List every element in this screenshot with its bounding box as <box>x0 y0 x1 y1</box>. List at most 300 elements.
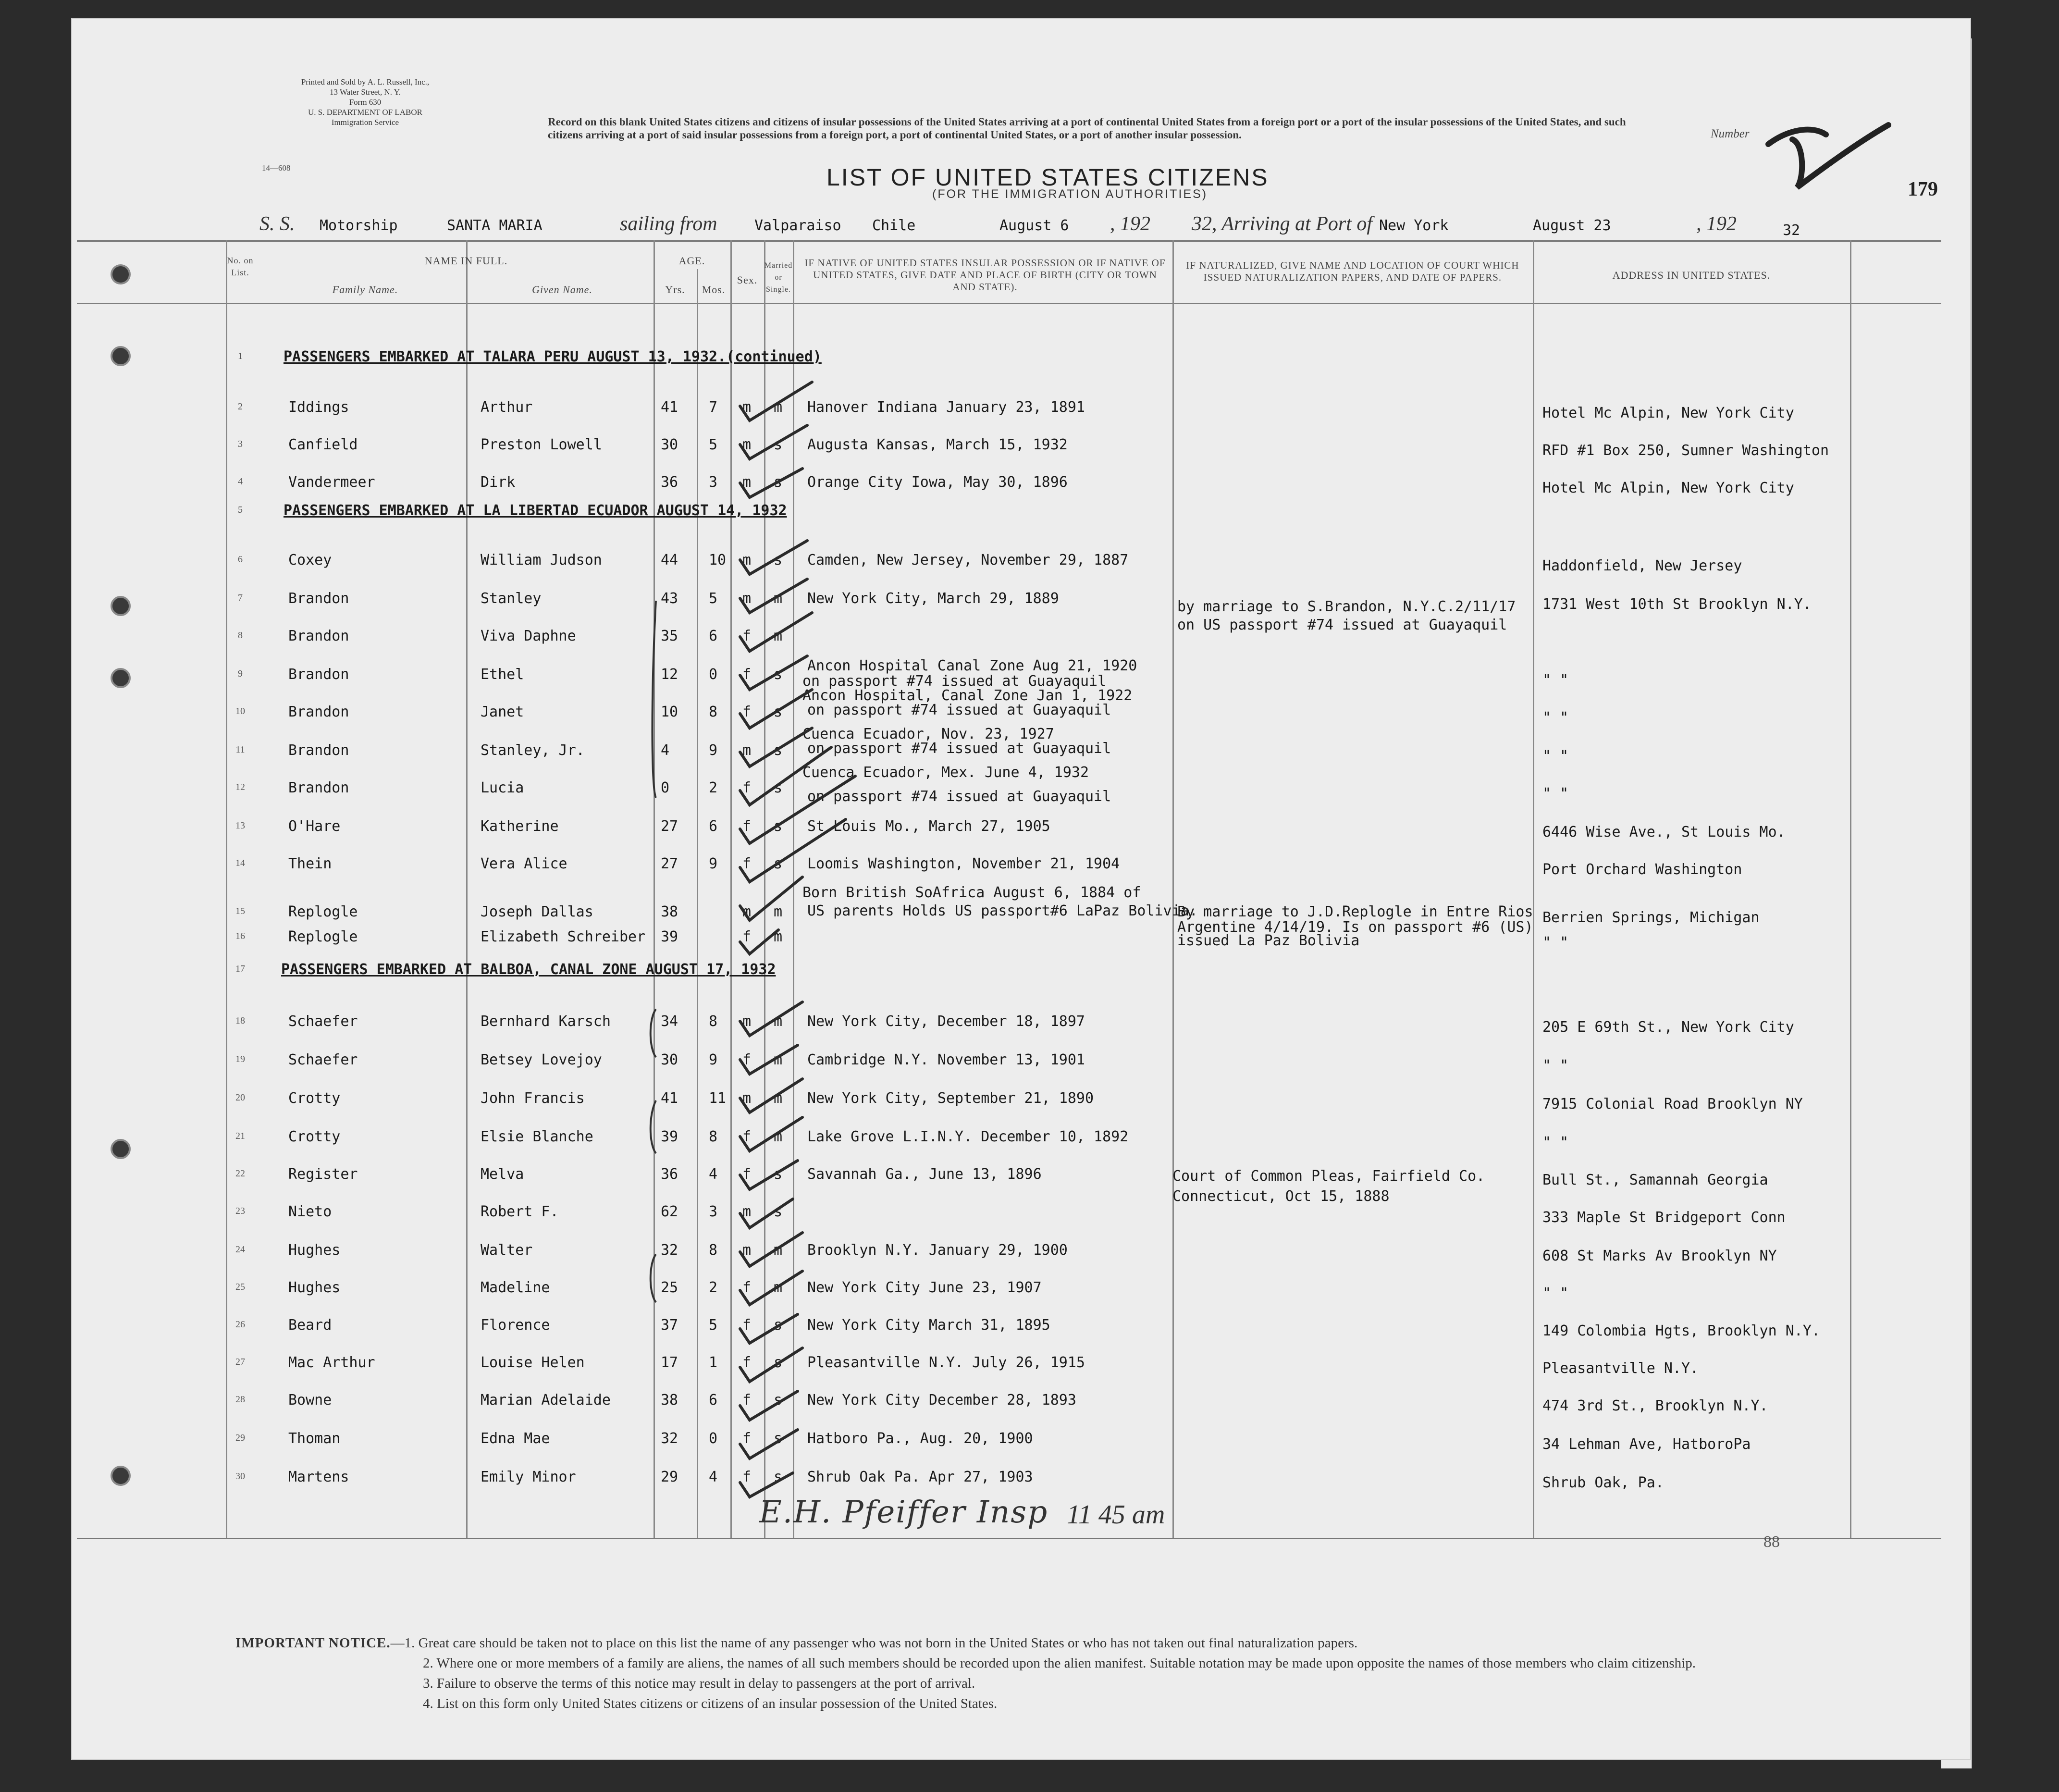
col-line <box>1850 240 1851 1538</box>
vessel-type: Motorship <box>320 217 398 234</box>
page-number: 179 <box>1908 178 1938 200</box>
line-number: 4 <box>238 476 243 487</box>
cell-mos: 6 <box>709 1392 718 1409</box>
col-header-sex: Sex. <box>737 274 758 286</box>
cell-given: Robert F. <box>481 1203 559 1220</box>
cell-address: 6446 Wise Ave., St Louis Mo. <box>1542 824 1786 840</box>
cell-ms: s <box>774 1392 783 1409</box>
line-number: 10 <box>235 706 245 717</box>
cell-yrs: 35 <box>661 628 678 644</box>
cell-ms: m <box>774 928 783 945</box>
cell-yrs: 44 <box>661 552 678 568</box>
cell-address: 149 Colombia Hgts, Brooklyn N.Y. <box>1542 1322 1820 1339</box>
cell-mos: 0 <box>709 666 718 683</box>
cell-ms: s <box>774 666 783 683</box>
line-number: 16 <box>235 931 245 941</box>
cell-sex: f <box>742 1317 752 1334</box>
cell-given: Elizabeth Schreiber <box>481 928 646 945</box>
cell-ms: s <box>774 818 783 835</box>
cell-ms: m <box>774 1090 783 1107</box>
cell-family: Replogle <box>288 903 358 920</box>
section-heading-talara: PASSENGERS EMBARKED AT TALARA PERU AUGUST 13, 1932.(continued) <box>284 348 822 365</box>
cell-given: Walter <box>481 1242 533 1259</box>
cell-given: Joseph Dallas <box>481 903 593 920</box>
cell-family: Replogle <box>288 928 358 945</box>
cell-ms: m <box>774 399 783 416</box>
cell-sex: m <box>742 1013 752 1030</box>
cell-mos: 9 <box>709 855 718 872</box>
cell-family: Register <box>288 1166 358 1183</box>
cell-given: Janet <box>481 704 524 720</box>
cell-yrs: 38 <box>661 1392 678 1409</box>
cell-ms: m <box>774 903 783 920</box>
line-number: 23 <box>235 1206 245 1216</box>
cell-address: " " <box>1542 748 1569 765</box>
printer-imprint <box>231 77 500 127</box>
line-number: 3 <box>238 439 243 449</box>
cell-sex: m <box>742 436 752 453</box>
form-code: 14—608 <box>262 163 291 173</box>
cell-yrs: 37 <box>661 1317 678 1334</box>
cell-address: Shrub Oak, Pa. <box>1542 1474 1664 1491</box>
cell-ms: s <box>774 742 783 759</box>
arriving-label: 32, Arriving at Port of <box>1192 213 1373 235</box>
cell-given: Emily Minor <box>481 1469 576 1485</box>
punch-hole <box>111 264 131 284</box>
punch-hole <box>111 596 131 616</box>
cell-family: Crotty <box>288 1090 341 1107</box>
cell-birth: Pleasantville N.Y. July 26, 1915 <box>807 1354 1085 1371</box>
cell-address: 474 3rd St., Brooklyn N.Y. <box>1542 1397 1768 1414</box>
birth-note-stanley-jr: Cuenca Ecuador, Nov. 23, 1927 <box>802 726 1054 742</box>
line-number: 6 <box>238 554 243 565</box>
line-number: 25 <box>235 1282 245 1292</box>
cell-birth: Augusta Kansas, March 15, 1932 <box>807 436 1068 453</box>
cell-address: Port Orchard Washington <box>1542 861 1742 878</box>
cell-sex: f <box>742 779 752 796</box>
punch-hole <box>111 668 131 688</box>
cell-mos: 8 <box>709 1013 718 1030</box>
punch-hole <box>111 346 131 366</box>
cell-birth: Savannah Ga., June 13, 1896 <box>807 1166 1042 1183</box>
cell-given: Ethel <box>481 666 524 683</box>
col-line <box>1172 240 1174 1538</box>
cell-ms: m <box>774 1279 783 1296</box>
line-number: 14 <box>235 858 245 868</box>
cell-mos: 8 <box>709 1242 718 1259</box>
section-heading-canal-zone: PASSENGERS EMBARKED AT BALBOA, CANAL ZONE AUGUST 17, 1932 <box>281 961 776 978</box>
year-2: 32 <box>1783 222 1800 239</box>
cell-given: Marian Adelaide <box>481 1392 611 1409</box>
cell-ms: s <box>774 1430 783 1447</box>
cell-ms: s <box>774 552 783 568</box>
cell-sex: f <box>742 928 752 945</box>
cell-address: " " <box>1542 934 1569 951</box>
cell-mos: 9 <box>709 1051 718 1068</box>
sail-date: August 6 <box>999 217 1069 234</box>
cell-mos: 1 <box>709 1354 718 1371</box>
cell-address: " " <box>1542 672 1569 689</box>
col-line <box>1533 240 1534 1538</box>
line-number: 19 <box>235 1054 245 1064</box>
naturalized-note: issued La Paz Bolivia <box>1177 932 1360 949</box>
cell-sex: f <box>742 1354 752 1371</box>
cell-birth: Ancon Hospital Canal Zone Aug 21, 1920 <box>807 657 1137 674</box>
cell-birth: New York City March 31, 1895 <box>807 1317 1050 1334</box>
cell-mos: 0 <box>709 1430 718 1447</box>
cell-family: Martens <box>288 1469 349 1485</box>
cell-mos: 8 <box>709 704 718 720</box>
cell-mos: 5 <box>709 436 718 453</box>
cell-family: Schaefer <box>288 1051 358 1068</box>
cell-ms: s <box>774 855 783 872</box>
cell-yrs: 10 <box>661 704 678 720</box>
cell-birth: New York City, December 18, 1897 <box>807 1013 1085 1030</box>
birth-note-ethel: on passport #74 issued at Guayaquil <box>802 673 1107 690</box>
cell-family: Iddings <box>288 399 349 416</box>
cell-birth: New York City June 23, 1907 <box>807 1279 1042 1296</box>
cell-sex: f <box>742 818 752 835</box>
cell-address: " " <box>1542 709 1569 726</box>
cell-ms: s <box>774 1317 783 1334</box>
cell-given: Vera Alice <box>481 855 567 872</box>
important-notice <box>235 1634 1773 1715</box>
cell-ms: m <box>774 1051 783 1068</box>
col-header-married: Married or Single. <box>764 261 793 294</box>
cell-yrs: 43 <box>661 590 678 607</box>
record-instructions: Record on this blank United States citizens and citizens of insular possessions of the United States arriving at a port of continental United States from a foreign port or a port of the insular possessions of the United States, and such citizens arriving at a port of said insular possessions from a foreign port, a port of continental United States, or a port of another insular possession. <box>548 116 1626 141</box>
notice-lead: IMPORTANT NOTICE. <box>235 1635 391 1651</box>
cell-mos: 4 <box>709 1469 718 1485</box>
cell-yrs: 0 <box>661 779 670 796</box>
check-marks <box>735 356 918 1533</box>
cell-given: Florence <box>481 1317 550 1334</box>
cell-yrs: 38 <box>661 903 678 920</box>
line-number: 5 <box>238 505 243 515</box>
cell-birth: on passport #74 issued at Guayaquil <box>807 740 1111 757</box>
cell-ms: m <box>774 628 783 644</box>
cell-birth: St Louis Mo., March 27, 1905 <box>807 818 1050 835</box>
cell-yrs: 12 <box>661 666 678 683</box>
cell-yrs: 30 <box>661 436 678 453</box>
page-title: LIST OF UNITED STATES CITIZENS <box>826 164 1269 191</box>
printer-line: Form 630 <box>349 98 382 107</box>
col-header-mos: Mos. <box>702 284 726 296</box>
line-number: 8 <box>238 630 243 641</box>
line-number: 7 <box>238 593 243 603</box>
cell-birth: Lake Grove L.I.N.Y. December 10, 1892 <box>807 1128 1129 1145</box>
cell-yrs: 41 <box>661 399 678 416</box>
cell-sex: m <box>742 590 752 607</box>
line-number: 9 <box>238 668 243 679</box>
cell-yrs: 4 <box>661 742 670 759</box>
line-number: 26 <box>235 1319 245 1330</box>
cell-family: Crotty <box>288 1128 341 1145</box>
cell-birth: on passport #74 issued at Guayaquil <box>807 702 1111 718</box>
cell-given: Viva Daphne <box>481 628 576 644</box>
cell-address: 608 St Marks Av Brooklyn NY <box>1542 1248 1777 1264</box>
from-country: Chile <box>872 217 916 234</box>
cell-family: Brandon <box>288 666 349 683</box>
cell-family: Hughes <box>288 1279 341 1296</box>
cell-mos: 4 <box>709 1166 718 1183</box>
handwritten-number <box>1759 115 1893 197</box>
cell-given: Katherine <box>481 818 559 835</box>
cell-sex: m <box>742 399 752 416</box>
cell-mos: 5 <box>709 1317 718 1334</box>
sailing-label: sailing from <box>620 213 717 235</box>
cell-address: 34 Lehman Ave, HatboroPa <box>1542 1436 1751 1453</box>
cell-birth: Loomis Washington, November 21, 1904 <box>807 855 1120 872</box>
cell-sex: f <box>742 855 752 872</box>
cell-family: Bowne <box>288 1392 332 1409</box>
cell-sex: m <box>742 903 752 920</box>
line-number: 18 <box>235 1015 245 1026</box>
cell-family: Brandon <box>288 590 349 607</box>
cell-family: Coxey <box>288 552 332 568</box>
cell-yrs: 17 <box>661 1354 678 1371</box>
notice-item: 3. Failure to observe the terms of this notice may result in delay to passengers at the port of arrival. <box>423 1676 975 1691</box>
cell-family: Hughes <box>288 1242 341 1259</box>
naturalized-note: Argentine 4/14/19. Is on passport #6 (US) <box>1177 919 1533 936</box>
cell-birth: Shrub Oak Pa. Apr 27, 1903 <box>807 1469 1033 1485</box>
cell-given: Stanley, Jr. <box>481 742 585 759</box>
cell-address: 205 E 69th St., New York City <box>1542 1019 1794 1036</box>
line-number: 15 <box>235 906 245 916</box>
cell-given: Lucia <box>481 779 524 796</box>
cell-ms: s <box>774 436 783 453</box>
col-header-yrs: Yrs. <box>665 284 685 296</box>
line-number: 11 <box>235 744 245 755</box>
cell-address: " " <box>1542 1057 1569 1074</box>
rule-top <box>77 240 1941 242</box>
naturalized-note: Connecticut, Oct 15, 1888 <box>1172 1188 1390 1205</box>
cell-family: Brandon <box>288 779 349 796</box>
cell-yrs: 36 <box>661 1166 678 1183</box>
cell-birth: New York City December 28, 1893 <box>807 1392 1076 1409</box>
year-prefix-2: , 192 <box>1696 213 1737 235</box>
cell-sex: f <box>742 1166 752 1183</box>
arrival-time: 11 45 am <box>1067 1500 1165 1530</box>
cell-address: " " <box>1542 785 1569 802</box>
col-header-given: Given Name. <box>532 284 592 296</box>
cell-mos: 3 <box>709 474 718 491</box>
cell-address: Hotel Mc Alpin, New York City <box>1542 480 1794 496</box>
notice-item: 2. Where one or more members of a family are aliens, the names of all such members should be recorded upon the alien manifest. Suitable notation may be made upon opposite the names of those members who claim citizenship. <box>423 1656 1696 1671</box>
birth-note-lucia: Cuenca Ecuador, Mex. June 4, 1932 <box>802 764 1089 781</box>
col-header-address: ADDRESS IN UNITED STATES. <box>1612 269 1771 281</box>
cell-address: " " <box>1542 1134 1569 1151</box>
cell-family: Nieto <box>288 1203 332 1220</box>
cell-yrs: 62 <box>661 1203 678 1220</box>
cell-sex: f <box>742 1469 752 1485</box>
cell-yrs: 36 <box>661 474 678 491</box>
cell-sex: m <box>742 1242 752 1259</box>
cell-yrs: 27 <box>661 818 678 835</box>
cell-given: Melva <box>481 1166 524 1183</box>
cell-ms: m <box>774 1013 783 1030</box>
cell-yrs: 34 <box>661 1013 678 1030</box>
cell-mos: 10 <box>709 552 727 568</box>
cell-ms: m <box>774 590 783 607</box>
to-port: New York <box>1379 217 1449 234</box>
cell-address: 1731 West 10th St Brooklyn N.Y. <box>1542 596 1812 613</box>
col-header-family: Family Name. <box>332 284 398 296</box>
cell-given: John Francis <box>481 1090 585 1107</box>
rule-bottom <box>77 1538 1941 1539</box>
cell-address: 7915 Colonial Road Brooklyn NY <box>1542 1096 1803 1112</box>
cell-address: RFD #1 Box 250, Sumner Washington <box>1542 442 1829 459</box>
col-line <box>730 240 732 1538</box>
cell-yrs: 39 <box>661 1128 678 1145</box>
cell-family: Mac Arthur <box>288 1354 375 1371</box>
cell-mos: 2 <box>709 779 718 796</box>
cell-address: Haddonfield, New Jersey <box>1542 557 1742 574</box>
cell-given: Betsey Lovejoy <box>481 1051 602 1068</box>
cell-mos: 5 <box>709 590 718 607</box>
cell-sex: f <box>742 1392 752 1409</box>
bottom-number: 88 <box>1763 1533 1780 1551</box>
naturalized-note: on US passport #74 issued at Guayaquil <box>1177 617 1507 633</box>
col-header-name: NAME IN FULL. <box>424 255 508 267</box>
cell-given: Stanley <box>481 590 542 607</box>
cell-ms: s <box>774 779 783 796</box>
cell-yrs: 29 <box>661 1469 678 1485</box>
page-subtitle: (FOR THE IMMIGRATION AUTHORITIES) <box>932 187 1208 201</box>
cell-yrs: 32 <box>661 1430 678 1447</box>
year-prefix-1: , 192 <box>1110 213 1150 235</box>
cell-given: Louise Helen <box>481 1354 585 1371</box>
cell-given: Edna Mae <box>481 1430 550 1447</box>
rule-header <box>77 303 1941 304</box>
line-number: 30 <box>235 1471 245 1482</box>
col-header-no: No. on List. <box>227 256 254 277</box>
cell-birth: New York City, March 29, 1889 <box>807 590 1059 607</box>
cell-mos: 2 <box>709 1279 718 1296</box>
punch-hole <box>111 1139 131 1159</box>
cell-mos: 6 <box>709 628 718 644</box>
printer-line: 13 Water Street, N. Y. <box>330 87 401 97</box>
line-number: 24 <box>235 1244 245 1255</box>
col-line <box>466 240 468 1538</box>
cell-mos: 9 <box>709 742 718 759</box>
cell-address: Pleasantville N.Y. <box>1542 1360 1699 1377</box>
line-number: 22 <box>235 1168 245 1179</box>
arrive-date: August 23 <box>1533 217 1611 234</box>
cell-sex: f <box>742 1279 752 1296</box>
line-number: 13 <box>235 820 245 831</box>
cell-birth: Brooklyn N.Y. January 29, 1900 <box>807 1242 1068 1259</box>
cell-address: Bull St., Samannah Georgia <box>1542 1172 1768 1188</box>
notice-item: —1. Great care should be taken not to place on this list the name of any passenger who was not born in the United States or who has not taken out final naturalization papers. <box>390 1635 1358 1651</box>
cell-mos: 11 <box>709 1090 727 1107</box>
cell-yrs: 25 <box>661 1279 678 1296</box>
cell-sex: f <box>742 704 752 720</box>
cell-address: " " <box>1542 1285 1569 1302</box>
cell-yrs: 32 <box>661 1242 678 1259</box>
line-number: 17 <box>235 964 245 974</box>
cell-family: Thein <box>288 855 332 872</box>
cell-sex: f <box>742 666 752 683</box>
cell-sex: m <box>742 742 752 759</box>
cell-birth: US parents Holds US passport#6 LaPaz Bolivia. <box>807 902 1198 919</box>
cell-yrs: 27 <box>661 855 678 872</box>
cell-family: O'Hare <box>288 818 341 835</box>
col-header-birth: IF NATIVE OF UNITED STATES INSULAR POSSESSION OR IF NATIVE OF UNITED STATES, GIVE DATE AND PLACE OF BIRTH (CITY OR TOWN AND STATE). <box>804 257 1166 293</box>
cell-sex: f <box>742 628 752 644</box>
cell-ms: s <box>774 704 783 720</box>
vessel-name: SANTA MARIA <box>447 217 542 234</box>
line-number: 27 <box>235 1357 245 1367</box>
cell-address: Berrien Springs, Michigan <box>1542 909 1760 926</box>
col-header-naturalized: IF NATURALIZED, GIVE NAME AND LOCATION OF COURT WHICH ISSUED NATURALIZATION PAPERS, AND DATE OF PAPERS. <box>1186 260 1519 283</box>
birth-note-replogle: Born British SoAfrica August 6, 1884 of <box>802 884 1141 901</box>
family-brackets <box>644 596 663 1341</box>
printer-line: U. S. DEPARTMENT OF LABOR <box>308 108 422 117</box>
line-number: 20 <box>235 1092 245 1103</box>
cell-family: Brandon <box>288 704 349 720</box>
citizen-list-form <box>72 19 1970 1759</box>
cell-sex: m <box>742 1203 752 1220</box>
cell-given: Elsie Blanche <box>481 1128 593 1145</box>
cell-ms: s <box>774 1166 783 1183</box>
cell-birth: Camden, New Jersey, November 29, 1887 <box>807 552 1129 568</box>
printer-line: Immigration Service <box>331 118 399 127</box>
cell-sex: m <box>742 474 752 491</box>
cell-family: Thoman <box>288 1430 341 1447</box>
cell-given: Dirk <box>481 474 516 491</box>
from-port: Valparaiso <box>754 217 841 234</box>
cell-ms: s <box>774 1469 783 1485</box>
cell-birth: on passport #74 issued at Guayaquil <box>807 788 1111 805</box>
cell-address: Hotel Mc Alpin, New York City <box>1542 405 1794 421</box>
cell-family: Brandon <box>288 628 349 644</box>
cell-yrs: 39 <box>661 928 678 945</box>
cell-family: Vandermeer <box>288 474 375 491</box>
cell-address: 333 Maple St Bridgeport Conn <box>1542 1209 1786 1226</box>
ss-label: S. S. <box>259 213 295 235</box>
cell-mos: 7 <box>709 399 718 416</box>
col-line <box>226 240 227 1538</box>
line-number: 28 <box>235 1394 245 1405</box>
cell-given: Madeline <box>481 1279 550 1296</box>
naturalized-note: by marriage to S.Brandon, N.Y.C.2/11/17 <box>1177 598 1516 615</box>
cell-mos: 6 <box>709 818 718 835</box>
naturalized-note: Court of Common Pleas, Fairfield Co. <box>1172 1168 1485 1185</box>
cell-sex: m <box>742 552 752 568</box>
cell-birth: Orange City Iowa, May 30, 1896 <box>807 474 1068 491</box>
line-number: 12 <box>235 782 245 792</box>
number-label: Number <box>1711 127 1750 140</box>
cell-mos: 3 <box>709 1203 718 1220</box>
cell-family: Schaefer <box>288 1013 358 1030</box>
cell-family: Beard <box>288 1317 332 1334</box>
cell-birth: Cambridge N.Y. November 13, 1901 <box>807 1051 1085 1068</box>
cell-family: Canfield <box>288 436 358 453</box>
cell-given: Bernhard Karsch <box>481 1013 611 1030</box>
cell-sex: m <box>742 1090 752 1107</box>
cell-sex: f <box>742 1051 752 1068</box>
notice-item: 4. List on this form only United States citizens or citizens of an insular possession of the United States. <box>423 1696 998 1711</box>
inspector-signature: E.H. Pfeiffer Insp <box>759 1495 1048 1530</box>
line-number: 21 <box>235 1131 245 1141</box>
cell-yrs: 41 <box>661 1090 678 1107</box>
line-number: 2 <box>238 401 243 412</box>
cell-given: Arthur <box>481 399 533 416</box>
line-number: 1 <box>238 351 243 361</box>
birth-note-janet: Ancon Hospital, Canal Zone Jan 1, 1922 <box>802 687 1133 704</box>
cell-family: Brandon <box>288 742 349 759</box>
